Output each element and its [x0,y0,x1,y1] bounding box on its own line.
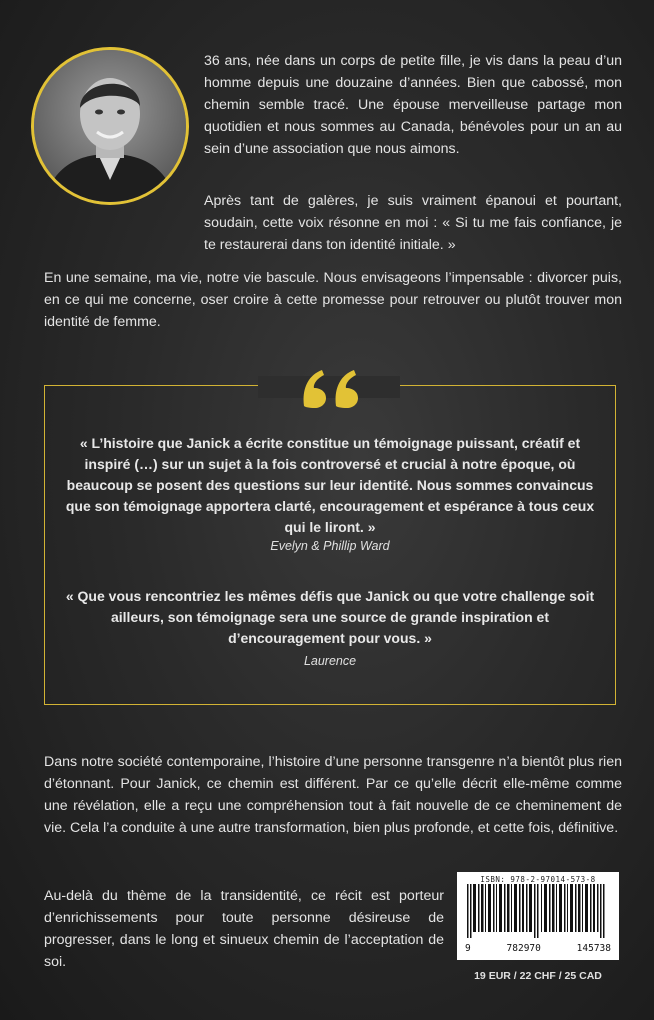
author-portrait [31,47,189,205]
barcode-digits [463,943,613,954]
testimonial-author-2: Laurence [303,654,357,668]
price-label: 19 EUR / 22 CHF / 25 CAD [474,970,602,982]
isbn-label: ISBN: 978-2-97014-573-8 [480,875,596,884]
testimonial-quote-1: « L’histoire que Janick a écrite constitue un témoignage puissant, créatif et inspiré (…) sur un sujet à la fois controversé et crucial à notre époque, où beaucoup se posent des questions sur leur identité. Nous sommes convaincus que son témoignage apportera clarté, encouragement et espérance à tous ceux qui le liront. » [65,435,595,535]
bio-paragraph-2: Après tant de galères, je suis vraiment épanoui et pourtant, soudain, cette voix résonne en moi : « Si tu me fais confiance, je te restaurerai dans ton identité initiale. » [204,193,622,253]
isbn-barcode [457,872,619,960]
barcode-digit-first: 9 [465,943,471,954]
summary-paragraph-2: Au-delà du thème de la transidentité, ce récit est porteur d’enrichissements pour toute personne désireuse de progresser, dans le long et sinueux chemin de l’acceptation de soi. [44,888,444,970]
barcode-digit-group-1: 782970 [506,943,541,954]
portrait-illustration [34,50,186,202]
barcode-bars [463,884,613,938]
testimonial-author-1: Evelyn & Phillip Ward [270,539,390,553]
bio-paragraph-1: 36 ans, née dans un corps de petite fille, je vis dans la peau d’un homme depuis une douzaine d’années. Bien que cabossé, mon chemin semble tracé. Une épouse merveilleuse partage mon quotidien et nous sommes au Canada, bénévoles pour un an au sein d’une association que nous aimons. [204,53,622,157]
bio-paragraph-3: En une semaine, ma vie, notre vie bascule. Nous envisageons l’impensable : divorcer puis, en ce qui me concerne, oser croire à cette promesse pour retrouver ou plutôt trouver mon identité de femme. [44,270,622,330]
barcode-digit-group-2: 145738 [576,943,611,954]
quote-mark-icon [300,366,362,408]
summary-paragraph-1: Dans notre société contemporaine, l’histoire d’une personne transgenre n’a bientôt plus rien d’étonnant. Pour Janick, ce chemin est différent. Par ce qu’elle décrit elle-même comme une révélation, elle a reçu une compréhension tout à fait nouvelle de ce cheminement de vie. Cela l’a conduite à une autre transformation, bien plus profonde, et cette fois, définitive. [44,754,622,836]
testimonial-quote-2: « Que vous rencontriez les mêmes défis que Janick ou que votre challenge soit ailleurs, son témoignage sera une source de grande inspiration et d’encouragement pour vous. » [65,588,595,646]
